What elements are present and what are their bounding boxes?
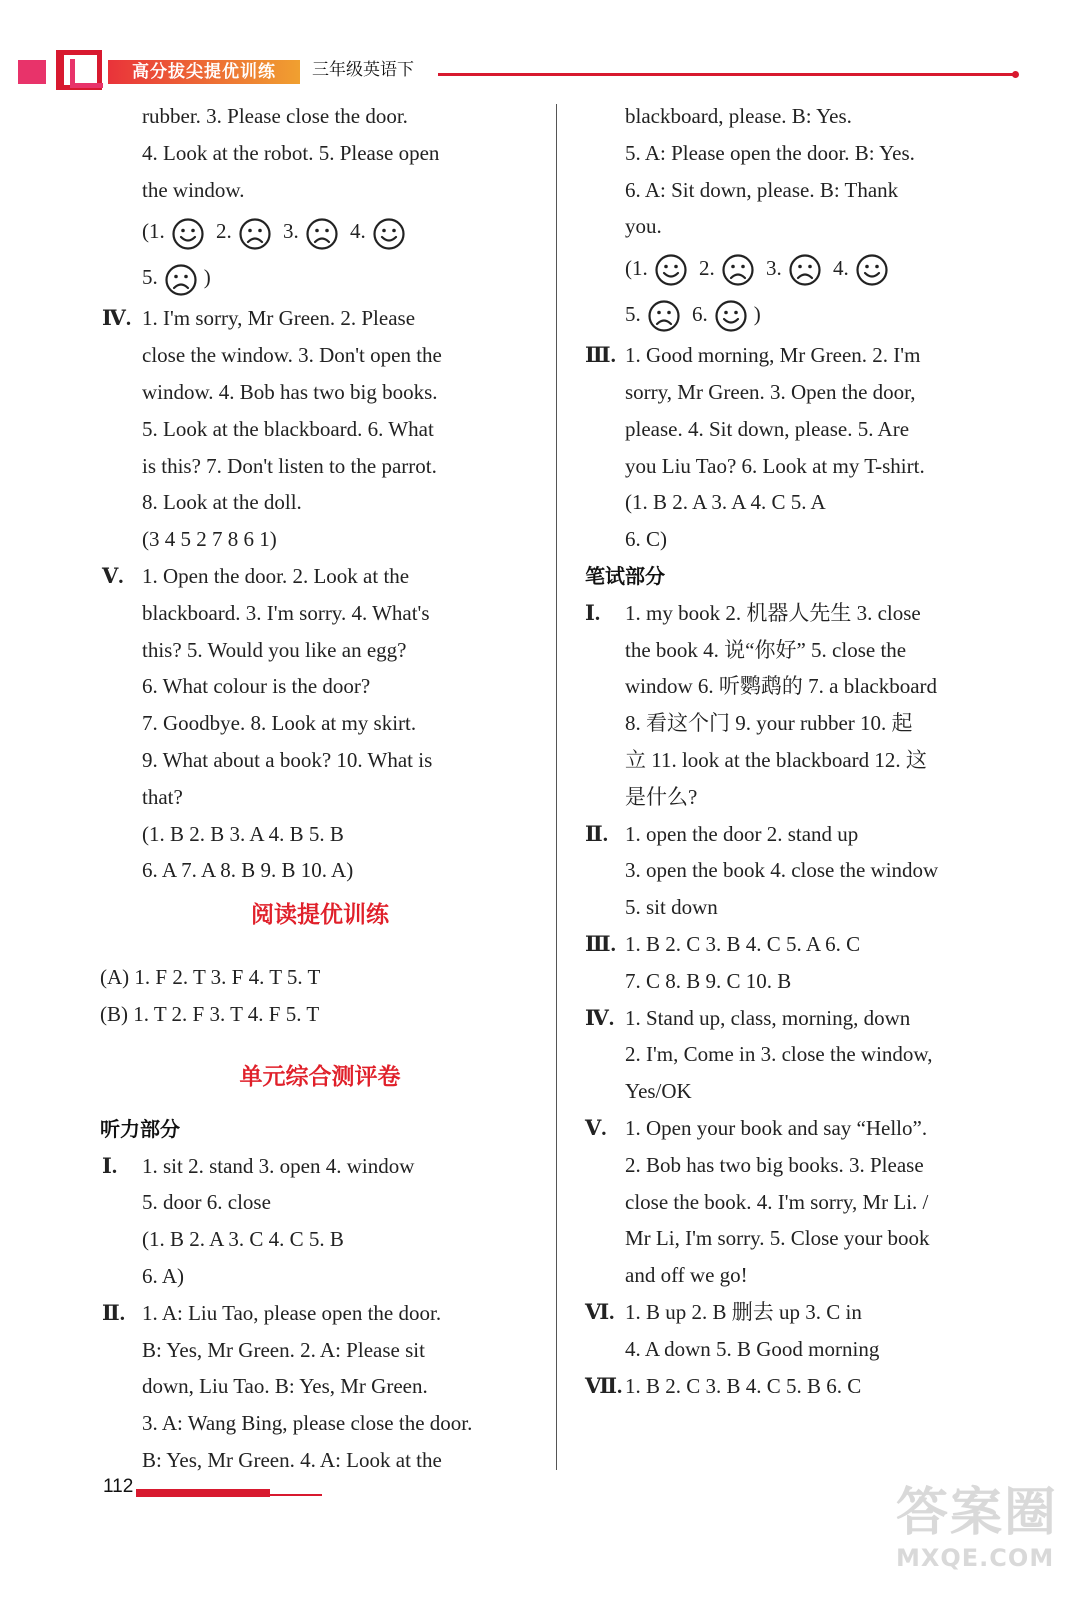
roman-numeral: Ⅶ. <box>585 1373 623 1398</box>
page-header <box>0 0 1091 100</box>
answer-text: ) <box>753 302 761 327</box>
answer-line <box>100 1295 540 1332</box>
answer-line: 5. A: Please open the door. B: Yes. <box>625 140 915 165</box>
answer-line: rubber. 3. Please close the door. <box>142 104 408 128</box>
answer-line: sorry, Mr Green. 3. Open the door, <box>625 379 916 404</box>
answer-line <box>100 1148 540 1185</box>
answer-line: 7. C 8. B 9. C 10. B <box>625 968 792 993</box>
frown-icon <box>238 217 272 251</box>
answer-line: window. 4. Bob has two big books. <box>142 379 438 404</box>
roman-numeral: Ⅳ. <box>102 306 132 331</box>
answer-line: (A) 1. F 2. T 3. F 4. T 5. T <box>100 965 321 990</box>
answer-line: 9. What about a book? 10. What is <box>142 747 433 772</box>
roman-numeral: Ⅰ. <box>585 600 601 625</box>
frown-icon <box>788 253 822 287</box>
smile-icon <box>855 253 889 287</box>
face-answer-line <box>100 254 540 300</box>
answer-line: that? <box>142 784 183 809</box>
answer-line: blackboard. 3. I'm sorry. 4. What's <box>142 600 430 625</box>
header-rule-dot <box>1012 71 1019 78</box>
answer-text: 1. sit 2. stand 3. open 4. window <box>142 1153 415 1178</box>
answer-text: 1. A: Liu Tao, please open the door. <box>142 1300 442 1325</box>
answer-line: B: Yes, Mr Green. 4. A: Look at the <box>142 1447 442 1472</box>
frown-icon <box>647 299 681 333</box>
answer-line: window 6. 听鹦鹉的 7. a blackboard <box>625 674 938 699</box>
roman-numeral: Ⅵ. <box>585 1299 615 1324</box>
answer-text: 1. my book 2. 机器人先生 3. close <box>625 600 921 625</box>
answer-text: (1. <box>142 219 165 244</box>
face-answer-line <box>100 208 540 254</box>
answer-line: (B) 1. T 2. F 3. T 4. F 5. T <box>100 1001 320 1026</box>
frown-icon <box>721 253 755 287</box>
book-subtitle: 三年级英语下 <box>312 60 414 80</box>
answer-text: 4. <box>350 219 366 244</box>
answer-text: 1. Good morning, Mr Green. 2. I'm <box>625 343 921 368</box>
answer-text: 6. <box>692 302 708 327</box>
roman-numeral: Ⅱ. <box>585 821 608 846</box>
answer-line: and off we go! <box>625 1263 748 1288</box>
answer-line: the window. <box>142 177 245 202</box>
footer-line <box>270 1494 322 1496</box>
answer-text: 2. <box>216 219 232 244</box>
answer-line <box>585 1368 1025 1405</box>
watermark-logo-text: 答案圈 <box>896 1483 1059 1543</box>
right-column <box>585 98 1025 1404</box>
answer-line <box>585 1294 1025 1331</box>
answer-line <box>585 1110 1025 1147</box>
answer-line: 5. sit down <box>625 895 718 920</box>
answer-text: 4. <box>833 256 849 281</box>
answer-line: 3. A: Wang Bing, please close the door. <box>142 1411 473 1436</box>
answer-line: you. <box>625 214 662 239</box>
answer-text: 5. <box>625 302 641 327</box>
face-answer-line <box>585 245 1025 291</box>
answer-line <box>100 558 540 595</box>
answer-line <box>585 337 1025 374</box>
roman-numeral: Ⅳ. <box>585 1005 615 1030</box>
answer-line: 5. door 6. close <box>142 1190 271 1215</box>
answer-text: 1. Open the door. 2. Look at the <box>142 563 410 588</box>
answer-text: 2. <box>699 256 715 281</box>
section-title-reading: 阅读提优训练 <box>251 902 389 929</box>
smile-icon <box>714 299 748 333</box>
answer-line: is this? 7. Don't listen to the parrot. <box>142 453 437 478</box>
answer-line: (3 4 5 2 7 8 6 1) <box>142 527 277 552</box>
answer-line: 4. Look at the robot. 5. Please open <box>142 140 440 165</box>
smile-icon <box>171 217 205 251</box>
answer-line: (1. B 2. A 3. C 4. C 5. B <box>142 1227 344 1252</box>
roman-numeral: Ⅰ. <box>102 1153 118 1178</box>
watermark-site: MXQE.COM <box>896 1544 1055 1572</box>
answer-line: you Liu Tao? 6. Look at my T-shirt. <box>625 453 925 478</box>
answer-text: 1. B 2. C 3. B 4. C 5. A 6. C <box>625 931 861 956</box>
frown-icon <box>164 263 198 297</box>
answer-line: 7. Goodbye. 8. Look at my skirt. <box>142 711 417 736</box>
roman-numeral: Ⅲ. <box>585 343 616 368</box>
answer-line <box>585 926 1025 963</box>
footer-bar <box>136 1489 270 1497</box>
answer-line: 6. A: Sit down, please. B: Thank <box>625 177 899 202</box>
answer-text: 3. <box>283 219 299 244</box>
answer-text: 1. Open your book and say “Hello”. <box>625 1115 928 1140</box>
answer-text: 1. B up 2. B 删去 up 3. C in <box>625 1299 862 1324</box>
answer-line: 5. Look at the blackboard. 6. What <box>142 416 434 441</box>
answer-line: the book 4. 说“你好” 5. close the <box>625 637 907 662</box>
answer-line: 2. I'm, Come in 3. close the window, <box>625 1042 933 1067</box>
answer-text: 1. B 2. C 3. B 4. C 5. B 6. C <box>625 1373 862 1398</box>
answer-line: 3. open the book 4. close the window <box>625 858 939 883</box>
frown-icon <box>305 217 339 251</box>
face-answer-line <box>585 291 1025 337</box>
answer-line: blackboard, please. B: Yes. <box>625 104 852 128</box>
answer-text: (1. <box>625 256 648 281</box>
smile-icon <box>654 253 688 287</box>
roman-numeral: Ⅱ. <box>102 1300 125 1325</box>
subsection-heading: 笔试部分 <box>585 563 665 588</box>
answer-text: 3. <box>766 256 782 281</box>
header-decor-frame <box>56 50 102 90</box>
answer-line: 6. A 7. A 8. B 9. B 10. A) <box>142 858 354 883</box>
roman-numeral: Ⅲ. <box>585 931 616 956</box>
roman-numeral: Ⅴ. <box>102 563 124 588</box>
watermark-logo <box>892 1470 1072 1590</box>
answer-line: 2. Bob has two big books. 3. Please <box>625 1152 924 1177</box>
answer-line: (1. B 2. A 3. A 4. C 5. A <box>625 490 826 515</box>
answer-line: please. 4. Sit down, please. 5. Are <box>625 416 910 441</box>
answer-line: 6. What colour is the door? <box>142 674 371 699</box>
header-rule <box>438 73 1016 76</box>
answer-line: 6. C) <box>625 527 667 552</box>
book-title: 高分拔尖提优训练 <box>108 60 300 84</box>
answer-line <box>585 595 1025 632</box>
subsection-heading: 听力部分 <box>100 1116 180 1141</box>
answer-line <box>585 816 1025 853</box>
answer-line: close the book. 4. I'm sorry, Mr Li. / <box>625 1189 929 1214</box>
column-divider <box>556 104 557 1470</box>
answer-line: this? 5. Would you like an egg? <box>142 637 407 662</box>
page-number: 112 <box>103 1476 134 1497</box>
answer-line: 8. 看这个门 9. your rubber 10. 起 <box>625 711 913 736</box>
answer-line: Yes/OK <box>625 1079 692 1104</box>
smile-icon <box>372 217 406 251</box>
answer-text: 1. Stand up, class, morning, down <box>625 1005 911 1030</box>
section-title-unit-test: 单元综合测评卷 <box>239 1063 401 1090</box>
answer-line: Mr Li, I'm sorry. 5. Close your book <box>625 1226 930 1251</box>
header-decor-square <box>18 60 46 84</box>
answer-line: 6. A) <box>142 1263 184 1288</box>
answer-line: B: Yes, Mr Green. 2. A: Please sit <box>142 1337 425 1362</box>
answer-text: 1. I'm sorry, Mr Green. 2. Please <box>142 306 416 331</box>
answer-line: 4. A down 5. B Good morning <box>625 1336 880 1361</box>
answer-line: 立 11. look at the blackboard 12. 这 <box>625 747 927 772</box>
answer-line: down, Liu Tao. B: Yes, Mr Green. <box>142 1374 428 1399</box>
answer-line: (1. B 2. B 3. A 4. B 5. B <box>142 821 344 846</box>
answer-line: 8. Look at the doll. <box>142 490 302 515</box>
roman-numeral: Ⅴ. <box>585 1115 607 1140</box>
answer-text: 5. <box>142 265 158 290</box>
answer-line: 是什么? <box>625 784 698 809</box>
answer-line <box>585 1000 1025 1037</box>
left-column <box>100 98 540 1479</box>
answer-text: 1. open the door 2. stand up <box>625 821 859 846</box>
answer-line: close the window. 3. Don't open the <box>142 343 442 368</box>
answer-text: ) <box>203 265 211 290</box>
answer-line <box>100 300 540 337</box>
